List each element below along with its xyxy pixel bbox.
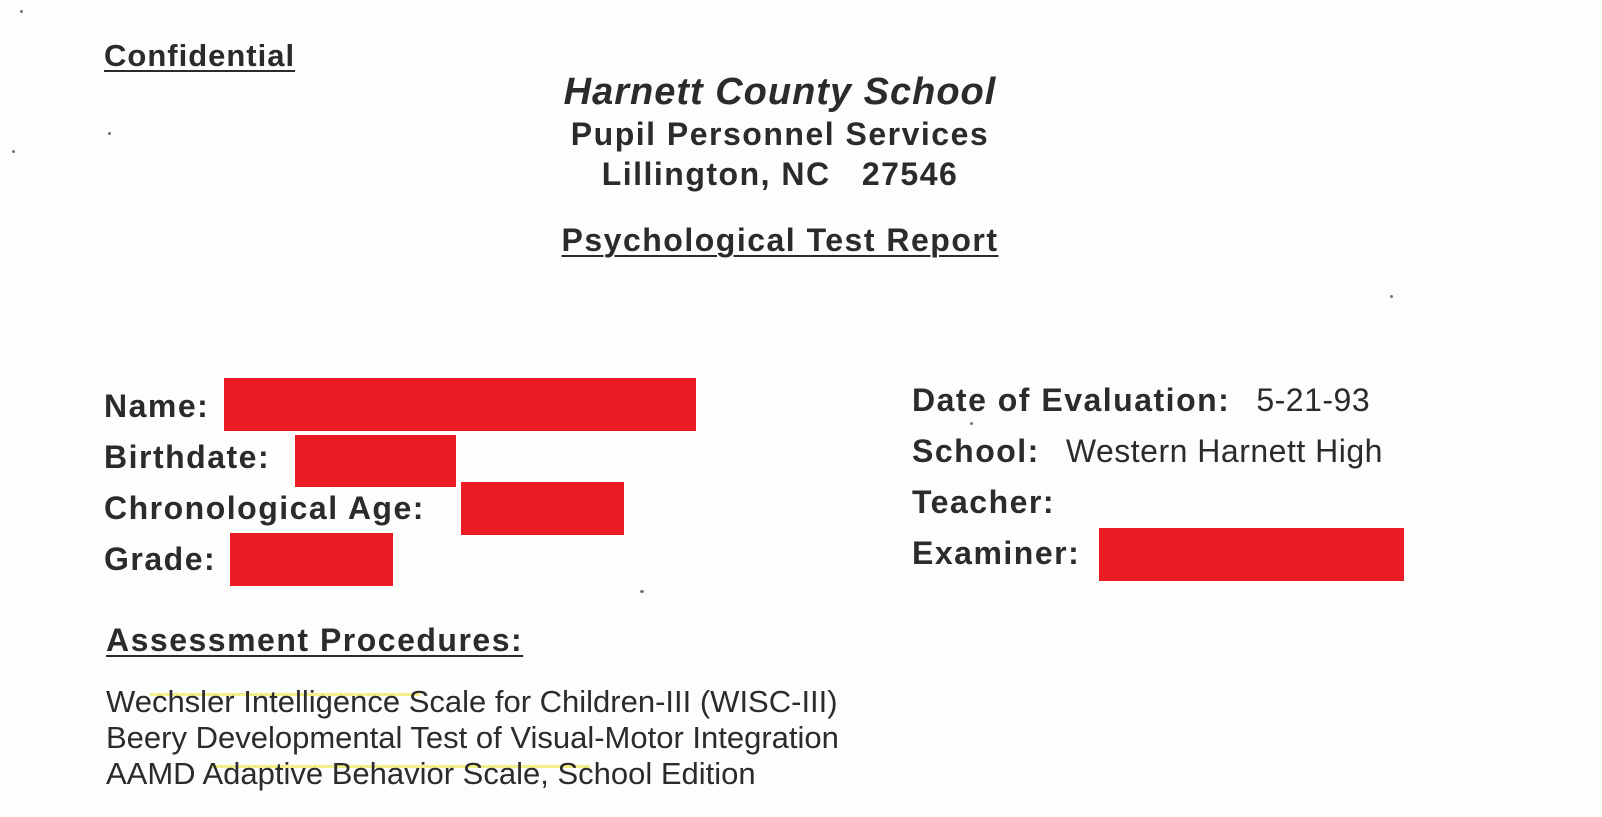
procedure-item: Beery Developmental Test of Visual-Motor Integration [106, 720, 839, 755]
examiner-redaction [1099, 528, 1404, 581]
department-name: Pupil Personnel Services [570, 116, 990, 152]
name-label: Name: [104, 388, 210, 424]
evaluation-date-label: Date of Evaluation: [912, 382, 1231, 418]
organization-name: Harnett County School [563, 71, 997, 113]
procedure-item: Wechsler Intelligence Scale for Children-III (WISC-III) [106, 684, 838, 719]
birthdate-redaction [295, 435, 456, 487]
evaluation-date-row [912, 382, 1370, 419]
scan-speck [20, 10, 23, 13]
scan-speck [640, 590, 644, 593]
school-value: Western Harnett High [1065, 433, 1383, 469]
report-title [450, 222, 1110, 259]
scan-speck [12, 150, 15, 153]
scan-speck [1390, 295, 1393, 298]
evaluation-date-value: 5-21-93 [1256, 382, 1371, 418]
examiner-label: Examiner: [912, 535, 1081, 571]
report-title-text: Psychological Test Report [561, 222, 999, 258]
confidential-label: Confidential [104, 38, 296, 73]
letterhead [450, 70, 1110, 194]
age-label: Chronological Age: [104, 490, 425, 526]
grade-redaction [230, 533, 393, 586]
address: Lillington, NC 27546 [601, 156, 959, 192]
grade-label: Grade: [104, 541, 217, 577]
assessment-title: Assessment Procedures: [106, 622, 524, 658]
name-redaction [224, 378, 696, 431]
birthdate-label: Birthdate: [104, 439, 271, 475]
teacher-label: Teacher: [912, 484, 1056, 520]
procedure-item: AAMD Adaptive Behavior Scale, School Edition [106, 756, 756, 791]
school-label: School: [912, 433, 1040, 469]
school-row [912, 433, 1383, 470]
scan-speck [970, 422, 973, 425]
age-redaction [461, 482, 624, 535]
scan-speck [108, 132, 111, 135]
procedures-list [106, 684, 839, 792]
